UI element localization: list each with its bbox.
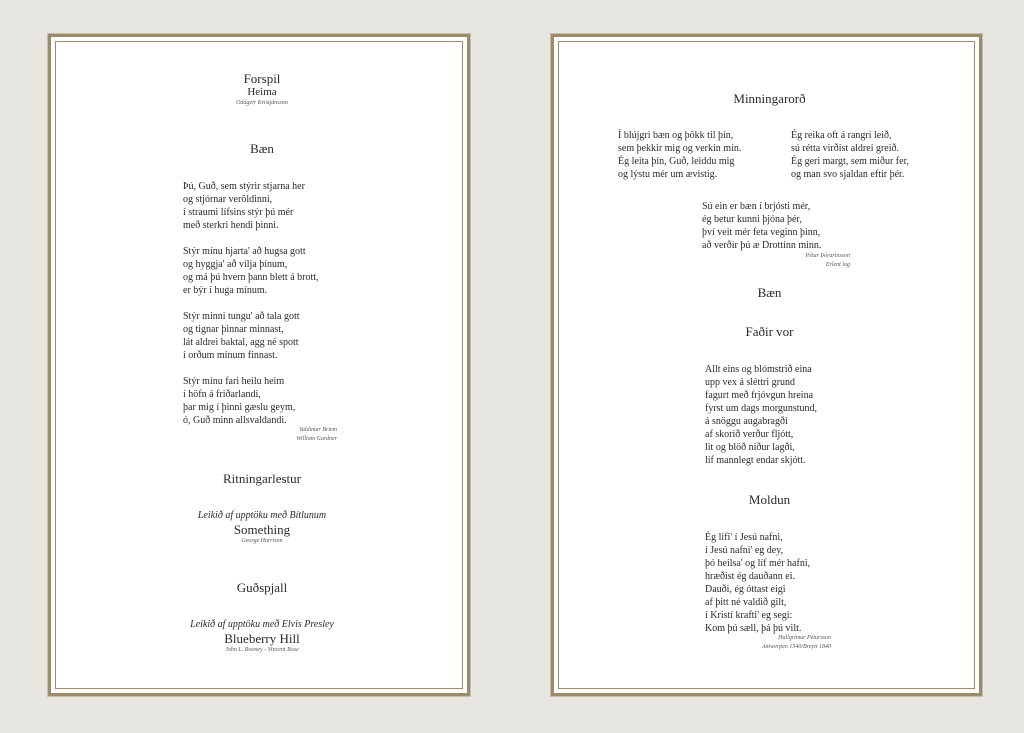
fadir-vor-title: Faðir vor — [745, 324, 794, 339]
forspil-section — [51, 71, 473, 107]
gudspjall-composer: John L. Rooney - Vincent Rose — [225, 647, 299, 653]
baen-hymn — [183, 180, 353, 427]
hymn-stanza: Þú, Guð, sem stýrir stjarna her og stjórnar veröldinni, í straumi lífsins stýr þú mér með sterkri hendi þinni. — [183, 181, 305, 231]
minningarord-verse-2: Ég reika oft á rangri leið, sú rétta virðist aldrei greið. Ég geri margt, sem miður fer, og man svo sjaldan eftir þér. — [791, 130, 909, 180]
forspil-title: Forspil — [243, 71, 281, 86]
funeral-hymn: Allt eins og blómstrið eina upp vex á sléttri grund fagurt með frjóvgun hreina fyrst um dags morgunstund, á snöggu augabragði af skorið verður fljótt, lit og blöð niður lagði, líf mannlegt endar skjótt. — [705, 364, 818, 466]
baen-composer: William Gardner — [296, 436, 337, 442]
ritningarlestur-composer: George Harrison — [241, 538, 283, 544]
ritningarlestur-song: Something — [233, 522, 291, 537]
minningarord-author: Pétur Þórarinsson — [805, 253, 850, 259]
gudspjall-title: Guðspjall — [236, 580, 288, 595]
baen-title-right: Bæn — [757, 285, 782, 300]
minningarord-verse-3: Sú ein er bæn í brjósti mér, ég betur kunni þjóna þér, því veit mér feta veginn þinn, að verðir þú æ Drottinn minn. — [702, 201, 822, 251]
minningarord-melody: Erlent lag — [825, 262, 850, 268]
baen-title: Bæn — [250, 141, 274, 156]
forspil-song: Heima — [247, 86, 277, 98]
moldun-source: Antwerpen 1540/Breytt 1840 — [761, 644, 831, 650]
gudspjall-music — [51, 619, 473, 654]
baen-author: Valdimar Briem — [298, 427, 337, 433]
gudspjall-lead: Leikið af upptöku með Elvis Presley — [190, 619, 334, 630]
ritningarlestur-title: Ritningarlestur — [223, 471, 301, 486]
gudspjall-song: Blueberry Hill — [224, 631, 300, 646]
moldun-author: Hallgrímur Pétursson — [778, 635, 831, 641]
hymn-stanza: Stýr minni tungu' að tala gott og tignar þinnar minnast, lát aldrei baktal, agg né spott í orðum mínum finnast. — [183, 311, 300, 361]
ritningarlestur-music — [51, 510, 473, 545]
forspil-composer: Oddgeir Kristjánsson — [236, 100, 288, 106]
moldun-title: Moldun — [748, 492, 791, 507]
ritningarlestur-lead: Leikið af upptöku með Bítlunum — [197, 510, 327, 521]
program-page-right — [551, 34, 982, 696]
hymn-stanza: Stýr mínu fari heilu heim í höfn á friðarlandi, þar mig í þinni gæslu geym, ó, Guð minn allsvaldandi. — [183, 376, 296, 426]
minningarord-title: Minningarorð — [733, 91, 806, 106]
minningarord-verse-1: Í blújgri bæn og þökk til þín, sem þekkir mig og verkin mín. Ég leita þín, Guð, leiddu mig og lýstu mér um ævistig. — [618, 130, 742, 180]
program-page-left — [48, 34, 470, 696]
hymn-stanza: Stýr mínu hjarta' að hugsa gott og hyggja' að vilja þínum, og má þú hvern þann blett á brott, er býr í huga mínum. — [183, 246, 319, 296]
moldun-verse: Ég lifi' í Jesú nafni, í Jesú nafni' eg dey, þó heilsa' og líf mér hafni, hræðist ég dauðann ei. Dauði, ég óttast eigi af þitt né valdið gilt, í Kristí krafti' eg segi: Kom þú sæll, þá þú vilt. — [705, 532, 811, 634]
